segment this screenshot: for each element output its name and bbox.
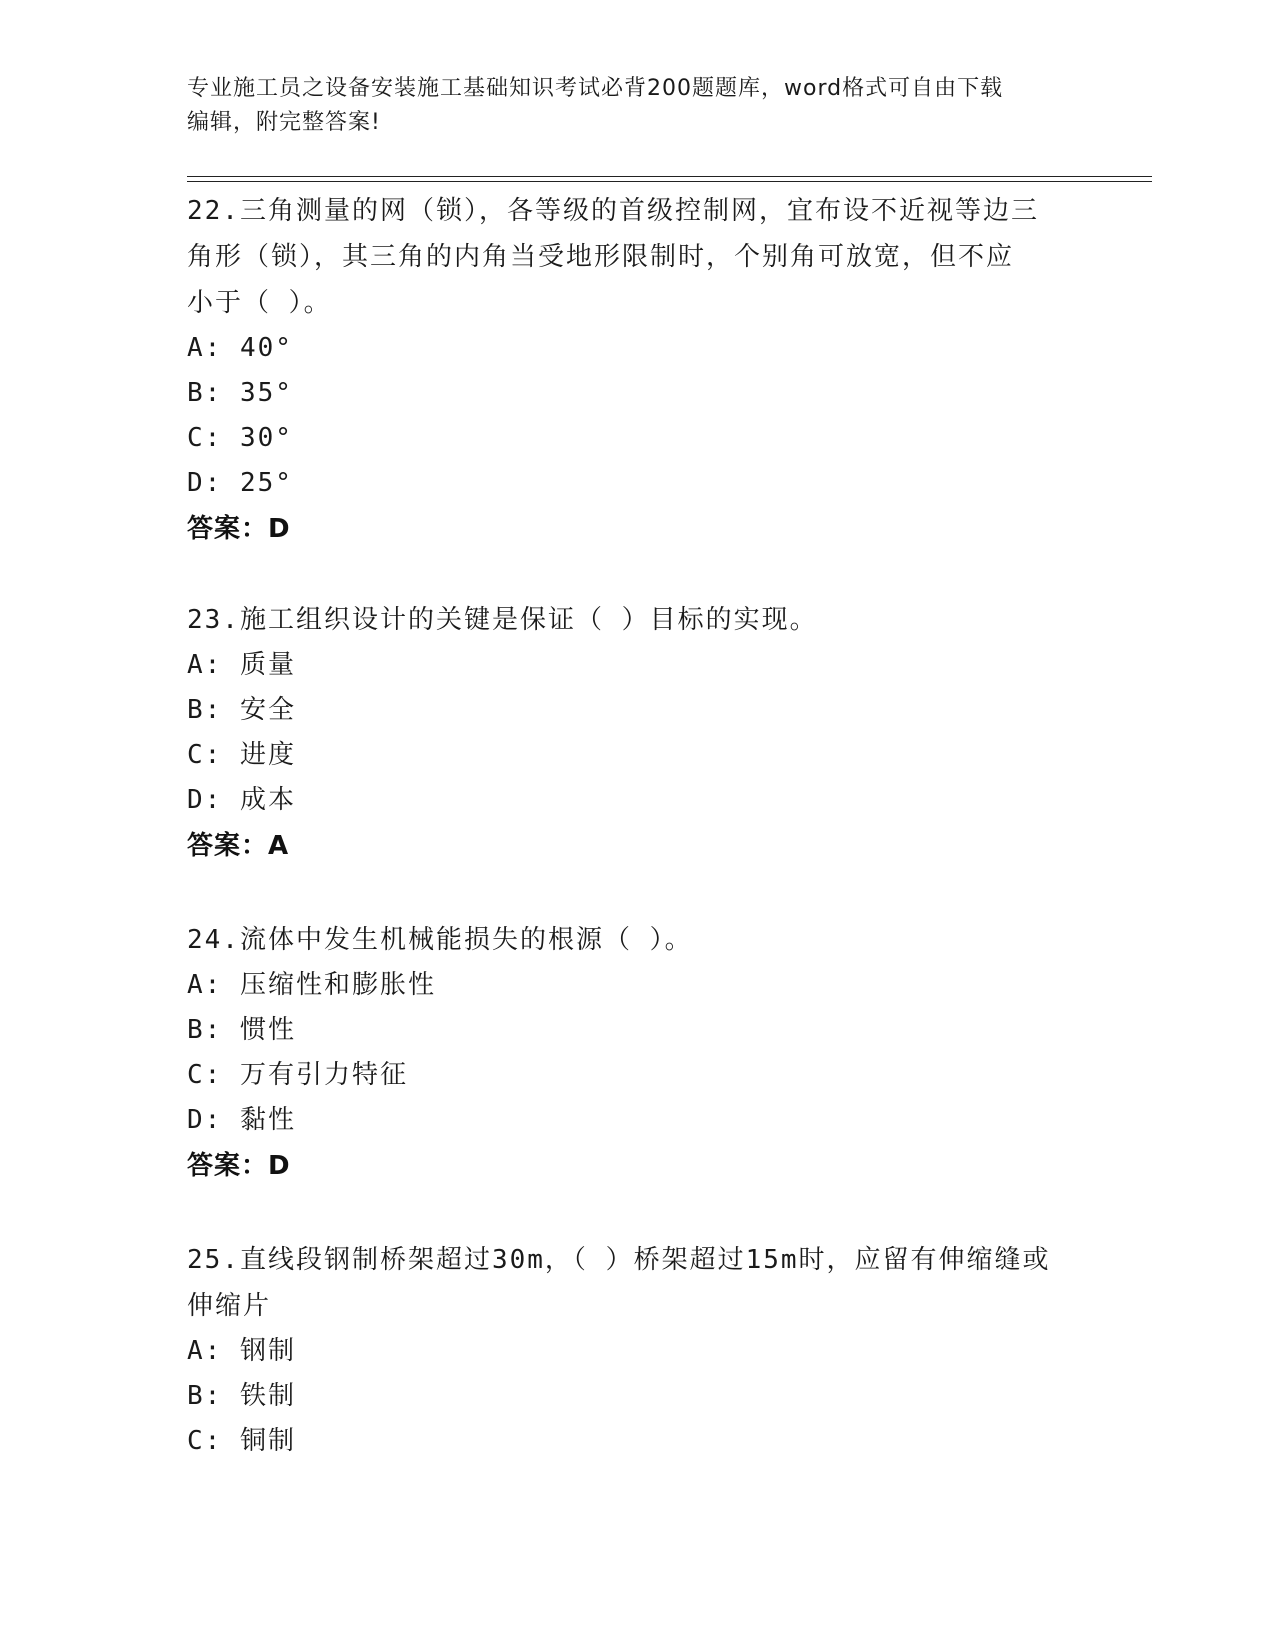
- option-b: B: 安全: [187, 695, 296, 725]
- option-b: B: 惯性: [187, 1015, 296, 1045]
- header-line-1: 专业施工员之设备安装施工基础知识考试必背200题题库，word格式可自由下载: [187, 76, 1004, 101]
- option-b: B: 铁制: [187, 1381, 296, 1411]
- option-c: C: 进度: [187, 740, 296, 770]
- option-c: C: 万有引力特征: [187, 1060, 408, 1090]
- header-line-2: 编辑，附完整答案!: [187, 110, 381, 135]
- option-a: A: 钢制: [187, 1336, 296, 1366]
- question-stem-line: 24.流体中发生机械能损失的根源（ ）。: [187, 925, 693, 955]
- question-stem-line: 角形（锁），其三角的内角当受地形限制时，个别角可放宽，但不应: [187, 242, 1015, 272]
- option-d: D: 黏性: [187, 1105, 296, 1135]
- question-stem-line: 22.三角测量的网（锁），各等级的首级控制网，宜布设不近视等边三: [187, 196, 1039, 226]
- header-divider-top: [187, 176, 1152, 177]
- option-b: B: 35°: [187, 378, 293, 408]
- document-header: [187, 72, 1087, 140]
- answer-label: 答案：D: [187, 514, 291, 544]
- question-stem-line: 小于（ ）。: [187, 288, 332, 318]
- question-24: [187, 917, 1087, 1189]
- question-stem-line: 25.直线段钢制桥架超过30m，（ ）桥架超过15m时，应留有伸缩缝或: [187, 1245, 1051, 1275]
- option-a: A: 40°: [187, 333, 293, 363]
- answer-label: 答案：D: [187, 1151, 291, 1181]
- option-d: D: 25°: [187, 468, 293, 498]
- header-divider-bottom: [187, 181, 1152, 182]
- option-d: D: 成本: [187, 785, 296, 815]
- option-a: A: 质量: [187, 650, 296, 680]
- option-a: A: 压缩性和膨胀性: [187, 970, 436, 1000]
- question-stem-line: 23.施工组织设计的关键是保证（ ）目标的实现。: [187, 605, 818, 635]
- option-c: C: 铜制: [187, 1426, 296, 1456]
- question-23: [187, 597, 1087, 869]
- question-25: [187, 1237, 1087, 1464]
- option-c: C: 30°: [187, 423, 293, 453]
- question-22: [187, 188, 1087, 552]
- question-stem-line: 伸缩片: [187, 1291, 272, 1321]
- answer-label: 答案：A: [187, 831, 290, 861]
